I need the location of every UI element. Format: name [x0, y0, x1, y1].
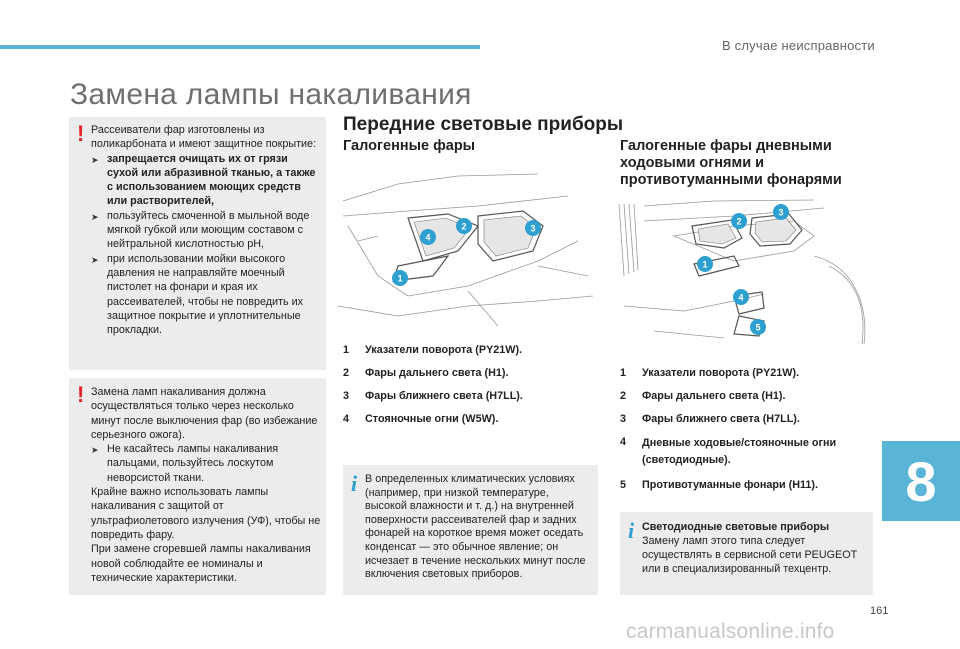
arrow-bullet-icon: ➤ [91, 445, 99, 456]
callout-badge [773, 204, 789, 220]
info-box-led [620, 512, 873, 595]
chapter-tab: 8 [882, 441, 960, 521]
warning-icon: ! [77, 121, 85, 146]
page-number: 161 [870, 605, 889, 617]
legend-item: 2 Фары дальнего света (H1). [343, 367, 509, 379]
callout-badge [750, 319, 766, 335]
legend-item: 3 Фары ближнего света (H7LL). [620, 413, 800, 425]
svg-text:4: 4 [738, 292, 744, 303]
section-title: Передние световые приборы [343, 114, 624, 135]
halogen-badges [338, 166, 598, 336]
warning2-intro: Замена ламп накаливания должна осуществляться только через несколько минут после выключения фар (во избежание серьезного ожога). [91, 386, 318, 441]
arrow-bullet-icon: ➤ [91, 154, 99, 165]
warning1-intro: Рассеиватели фар изготовлены из поликарбоната и имеют защитное покрытие: [91, 124, 317, 151]
chapter-header: В случае неисправности [722, 38, 875, 53]
callout-badge [456, 218, 472, 234]
warning1-bullet: ➤ запрещается очищать их от грязи сухой или абразивной тканью, а также с использованием моющих средств или растворителей, [91, 152, 316, 208]
svg-text:1: 1 [702, 259, 708, 270]
legend-item: 4 Стояночные огни (W5W). [343, 413, 499, 425]
warning-icon: ! [77, 382, 85, 407]
arrow-bullet-icon: ➤ [91, 211, 99, 222]
svg-text:3: 3 [530, 223, 536, 234]
callout-badge [525, 220, 541, 236]
info-text: Замену ламп этого типа следует осуществлять в сервисной сети PEUGEOT или в специализированный техцентр. [642, 535, 858, 575]
warning-box-bulb-replacement [69, 378, 326, 595]
legend-item: 3 Фары ближнего света (H7LL). [343, 390, 523, 402]
info-icon: i [351, 471, 358, 496]
warning-box-polycarbonate [69, 117, 326, 370]
arrow-bullet-icon: ➤ [91, 254, 99, 265]
legend-item: 1 Указатели поворота (PY21W). [620, 367, 800, 379]
svg-text:2: 2 [736, 216, 742, 227]
warning1-bullet: ➤ пользуйтесь смоченной в мыльной воде мягкой губкой или моющим составом с нейтральной кислотностью рН, [91, 209, 310, 251]
callout-badge [733, 289, 749, 305]
legend-item: 2 Фары дальнего света (H1). [620, 390, 786, 402]
legend-item: 4 Дневные ходовые/стояночные огни (светодиодные). [620, 436, 837, 466]
warning1-bullet: ➤ при использовании мойки высокого давления не направляйте моечный пистолет на фонари и края их рассеивателей, чтобы не повредить их защитное покрытие и уплотнительные прокладки. [91, 252, 304, 337]
watermark: carmanualsonline.info [626, 620, 835, 643]
info-icon: i [628, 518, 635, 543]
legend-item: 1 Указатели поворота (PY21W). [343, 344, 523, 356]
svg-text:5: 5 [755, 322, 761, 333]
halogen-title: Галогенные фары [343, 138, 476, 154]
svg-text:4: 4 [425, 232, 431, 243]
legend-item: 5 Противотуманные фонари (H11). [620, 479, 819, 491]
info-title: Светодиодные световые приборы [642, 521, 830, 533]
callout-badge [392, 270, 408, 286]
halogen-legend [343, 343, 593, 426]
warning2-paragraph: При замене сгоревшей лампы накаливания новой соблюдайте ее номиналы и технические характеристики. [91, 543, 311, 584]
svg-text:1: 1 [397, 273, 403, 284]
callout-badge [697, 256, 713, 272]
header-accent-bar [0, 45, 480, 49]
info-box-condensation [343, 465, 598, 595]
callout-badge [731, 213, 747, 229]
info-text: В определенных климатических условиях (например, при низкой температуре, высокой влажности и т. д.) на внутренней поверхности рассеивателей фар и задних фонарей на короткое время может оседать конденсат — это обычное явление; он исчезает в течение нескольких минут после включения световых приборов. [365, 473, 586, 581]
svg-text:3: 3 [778, 207, 784, 218]
callout-badge [420, 229, 436, 245]
drl-legend [620, 366, 875, 492]
page-title: Замена лампы накаливания [70, 78, 472, 111]
svg-text:2: 2 [461, 221, 467, 232]
drl-title: Галогенные фары дневными ходовыми огнями и противотуманными фонарями [620, 138, 842, 188]
drl-badges [614, 196, 874, 346]
warning2-paragraph: Крайне важно использовать лампы накаливания с защитой от ультрафиолетового излучения (УФ), чтобы не повредить фару. [91, 486, 321, 541]
warning2-bullet: ➤ Не касайтесь лампы накаливания пальцами, пользуйтесь лоскутом неворсистой ткани. [91, 443, 279, 484]
